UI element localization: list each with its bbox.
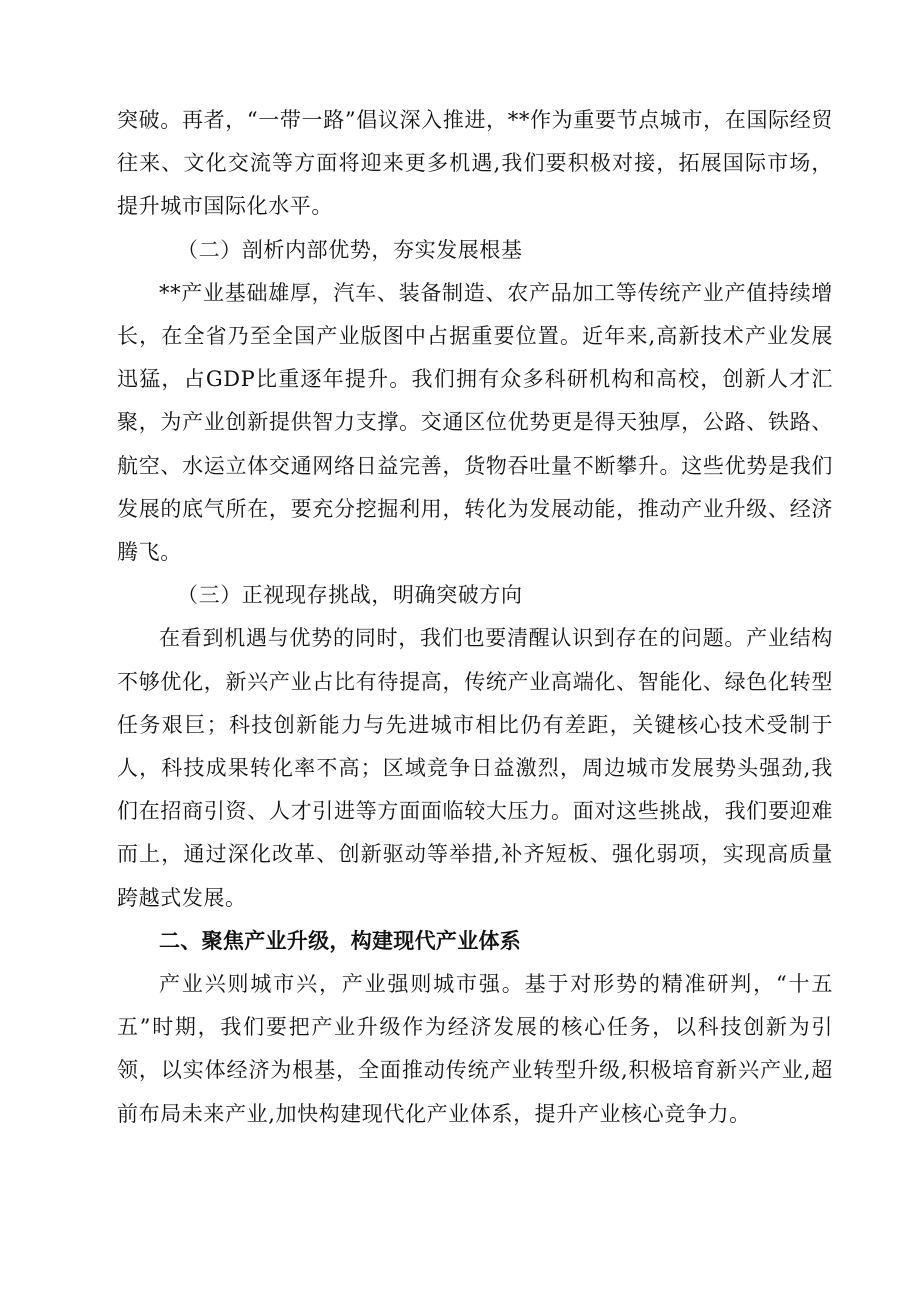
section-heading-industry-upgrade: 二、聚焦产业升级，构建现代产业体系 <box>159 928 522 953</box>
subheading-internal-advantages: （二）剖析内部优势，夯实发展根基 <box>177 237 523 262</box>
subheading-challenges: （三）正视现存挑战，明确突破方向 <box>177 583 523 608</box>
paragraph-challenges: 在看到机遇与优势的同时，我们也要清醒认识到存在的问题。产业结构不够优化，新兴产业占比有待提高，传统产业高端化、智能化、绿色化转型任务艰巨；科技创新能力与先进城市相比仍有差距，关键核心技术受制于人，科技成果转化率不高；区域竞争日益激烈，周边城市发展势头强劲,我们在招商引资、人才引进等方面面临较大压力。面对这些挑战，我们要迎难而上，通过深化改革、创新驱动等举措,补齐短板、强化弱项，实现高质量跨越式发展。 <box>117 626 833 910</box>
paragraph-industry-upgrade: 产业兴则城市兴，产业强则城市强。基于对形势的精准研判，“十五五”时期，我们要把产业升级作为经济发展的核心任务，以科技创新为引领，以实体经济为根基，全面推动传统产业转型升级,积极培育新兴产业,超前布局未来产业,加快构建现代化产业体系，提升产业核心竞争力。 <box>117 972 833 1126</box>
paragraph-international-opportunity: 突破。再者，“一带一路”倡议深入推进，**作为重要节点城市，在国际经贸往来、文化交流等方面将迎来更多机遇,我们要积极对接，拓展国际市场，提升城市国际化水平。 <box>117 108 833 219</box>
document-page <box>117 99 833 1136</box>
paragraph-internal-advantages: **产业基础雄厚，汽车、装备制造、农产品加工等传统产业产值持续增长，在全省乃至全国产业版图中占据重要位置。近年来,高新技术产业发展迅猛，占GDP比重逐年提升。我们拥有众多科研机构和高校，创新人才汇聚，为产业创新提供智力支撑。交通区位优势更是得天独厚，公路、铁路、航空、水运立体交通网络日益完善，货物吞吐量不断攀升。这些优势是我们发展的底气所在，要充分挖掘利用，转化为发展动能，推动产业升级、经济腾飞。 <box>117 280 833 565</box>
